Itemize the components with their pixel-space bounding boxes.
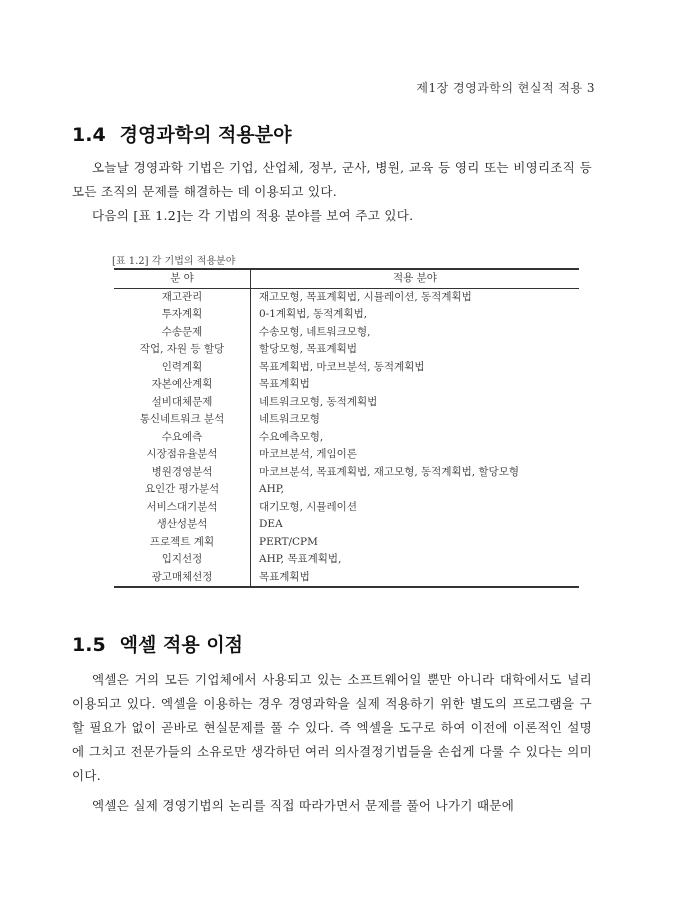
row-field: 재고관리 xyxy=(114,288,251,306)
section-heading-1-4 xyxy=(72,120,291,147)
section-heading-1-5 xyxy=(72,630,243,657)
row-field: 통신네트워크 분석 xyxy=(114,411,251,429)
row-application: PERT/CPM xyxy=(259,535,318,548)
section-number: 1.4 xyxy=(72,124,106,146)
row-field: 병원경영분석 xyxy=(114,464,251,482)
body-paragraph: 엑셀은 실제 경영기법의 논리를 직접 따라가면서 문제를 풀어 나가기 때문에 xyxy=(92,798,515,813)
table-row xyxy=(114,534,579,552)
row-field: 수송문제 xyxy=(114,324,251,342)
row-application: DEA xyxy=(259,518,283,530)
row-application: 마코브분석, 목표계획법, 재고모형, 동적계획법, 할당모형 xyxy=(259,465,519,478)
row-field: 자본예산계획 xyxy=(114,376,251,394)
body-paragraph: 오늘날 경영과학 기법은 기업, 산업체, 정부, 군사, 병원, 교육 등 영리 또는 비영리조직 등 모든 조직의 문제를 해결하는 데 이용되고 있다. xyxy=(72,160,592,199)
row-application: 할당모형, 목표계획법 xyxy=(259,343,357,355)
table-row xyxy=(114,516,579,534)
row-field: 서비스대기분석 xyxy=(114,499,251,517)
row-field: 생산성분석 xyxy=(114,516,251,534)
row-field: 수요예측 xyxy=(114,429,251,447)
row-field: 투자계획 xyxy=(114,306,251,324)
table-row xyxy=(114,569,579,588)
row-application: 네트워크모형 xyxy=(259,413,320,425)
table-row xyxy=(114,464,579,482)
table-row xyxy=(114,551,579,569)
row-field: 광고매체선정 xyxy=(114,569,251,588)
row-application: 목표계획법 xyxy=(259,378,310,390)
row-field: 요인간 평가분석 xyxy=(114,481,251,499)
row-application: AHP, xyxy=(259,483,285,495)
row-application: 재고모형, 목표계획법, 시뮬레이션, 동적계획법 xyxy=(259,290,472,303)
table-caption: [표 1.2] 각 기법의 적용분야 xyxy=(112,256,236,267)
row-application: 0-1계획법, 동적계획법, xyxy=(259,308,368,320)
row-application: 대기모형, 시뮬레이션 xyxy=(259,500,357,513)
row-application: 마코브분석, 게임이론 xyxy=(259,448,357,460)
section-title: 엑셀 적용 이점 xyxy=(119,634,244,656)
row-field: 프로젝트 계획 xyxy=(114,534,251,552)
section-number: 1.5 xyxy=(72,634,106,656)
body-paragraph: 다음의 [표 1.2]는 각 기법의 적용 분야를 보여 주고 있다. xyxy=(92,208,414,223)
row-application: 네트워크모형, 동적계획법 xyxy=(259,395,378,408)
table-row xyxy=(114,324,579,342)
row-field: 시장점유율분석 xyxy=(114,446,251,464)
table-row xyxy=(114,411,579,429)
table-row xyxy=(114,341,579,359)
row-field: 작업, 자원 등 할당 xyxy=(114,341,251,359)
row-field: 설비대체문제 xyxy=(114,394,251,412)
table-row xyxy=(114,376,579,394)
row-application: 수송모형, 네트워크모형, xyxy=(259,325,371,338)
row-application: AHP, 목표계획법, xyxy=(259,553,342,565)
row-application: 목표계획법, 마코브분석, 동적계획법 xyxy=(259,360,425,373)
row-application: 목표계획법 xyxy=(259,570,310,583)
table-row xyxy=(114,499,579,517)
application-table xyxy=(114,268,579,588)
row-field: 입지선정 xyxy=(114,551,251,569)
table-row xyxy=(114,481,579,499)
table-row xyxy=(114,394,579,412)
body-paragraph: 엑셀은 거의 모든 기업체에서 사용되고 있는 소프트웨어일 뿐만 아니라 대학에서도 널리 이용되고 있다. 엑셀을 이용하는 경우 경영과학을 실제 적용하기 위한 별도의 프로그램을 구할 필요가 없이 곧바로 현실문제를 풀 수 있다. 즉 엑셀을 도구로 하여 이전에 이론적인 설명에 그치고 전문가들의 소유로만 생각하던 여러 의사결정기법들을 손쉽게 다룰 수 있다는 의미이다. xyxy=(72,672,592,783)
running-header: 제1장 경영과학의 현실적 적용 3 xyxy=(416,81,595,95)
section-title: 경영과학의 적용분야 xyxy=(119,124,292,146)
table-header-row xyxy=(114,269,579,288)
table-row xyxy=(114,446,579,464)
table-row xyxy=(114,429,579,447)
row-field: 인력계획 xyxy=(114,359,251,377)
table-row xyxy=(114,359,579,377)
header-field: 분 야 xyxy=(114,269,251,288)
table-row xyxy=(114,288,579,306)
table-row xyxy=(114,306,579,324)
header-application: 적용 분야 xyxy=(393,272,437,284)
row-application: 수요예측모형, xyxy=(259,430,324,443)
